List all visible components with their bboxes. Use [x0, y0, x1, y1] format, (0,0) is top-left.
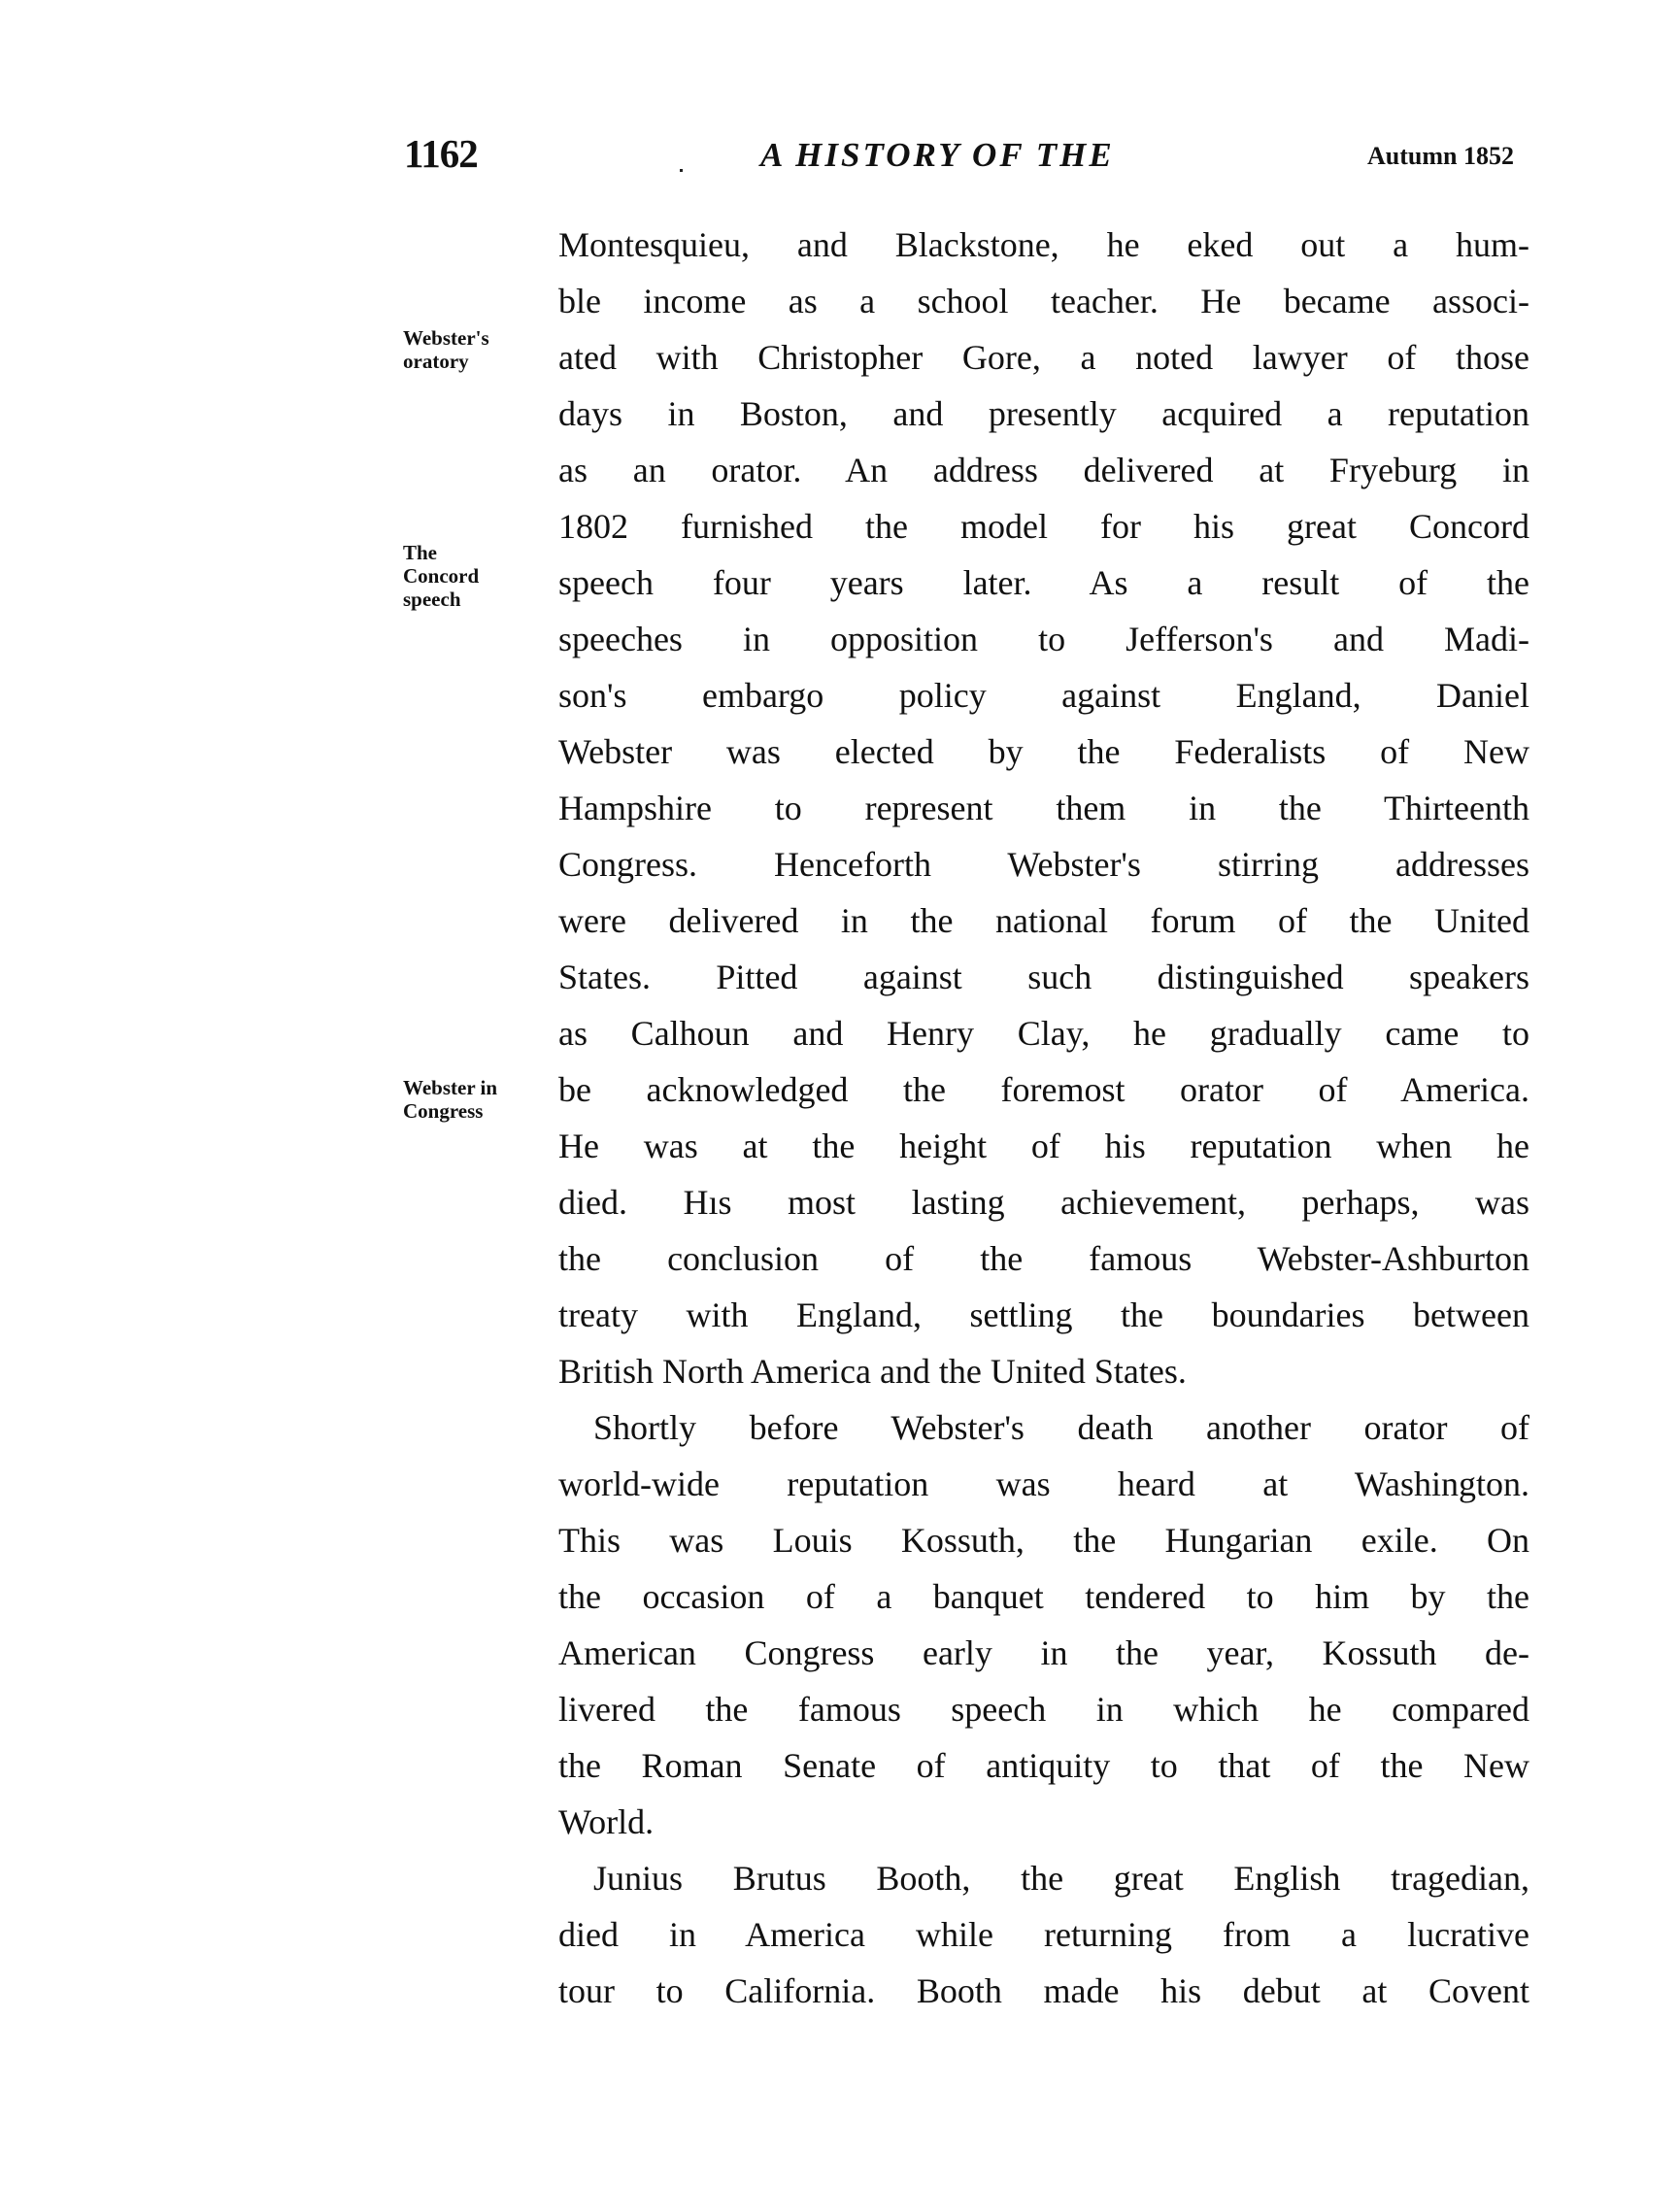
printer-dot [680, 169, 683, 172]
text-line: ble income as a school teacher. He became associ- [558, 282, 1529, 320]
text-line: speeches in opposition to Jefferson's and Madi- [558, 620, 1529, 658]
text-line: as an orator. An address delivered at Fryeburg in [558, 451, 1529, 489]
sidenote-line: The [403, 541, 438, 564]
page-number: 1162 [404, 131, 478, 176]
running-head [0, 0, 1680, 194]
text-line: days in Boston, and presently acquired a reputation [558, 394, 1529, 433]
sidenote-line: Congress [403, 1099, 484, 1123]
text-line: were delivered in the national forum of the United [558, 901, 1529, 940]
text-line: Junius Brutus Booth, the great English tragedian, [593, 1859, 1529, 1898]
text-line: speech four years later. As a result of the [558, 563, 1529, 602]
text-line: as Calhoun and Henry Clay, he gradually came to [558, 1014, 1529, 1053]
running-date: Autumn 1852 [1367, 142, 1514, 170]
text-line: American Congress early in the year, Kossuth de- [558, 1633, 1529, 1672]
text-line: treaty with England, settling the boundaries between [558, 1295, 1529, 1334]
text-line: Webster was elected by the Federalists of New [558, 732, 1529, 771]
text-line: Montesquieu, and Blackstone, he eked out a hum- [558, 225, 1529, 264]
sidenote-line: Webster in [403, 1076, 498, 1099]
text-line: be acknowledged the foremost orator of America. [558, 1070, 1529, 1109]
text-line: Congress. Henceforth Webster's stirring addresses [558, 845, 1529, 884]
text-line: died. Hıs most lasting achievement, perhaps, was [558, 1183, 1529, 1222]
text-line: This was Louis Kossuth, the Hungarian exile. On [558, 1521, 1529, 1560]
text-line: States. Pitted against such distinguished speakers [558, 958, 1529, 996]
text-line: died in America while returning from a lucrative [558, 1915, 1529, 1954]
sidenote-line: oratory [403, 350, 469, 373]
text-line: the conclusion of the famous Webster-Ashburton [558, 1239, 1529, 1278]
text-line: son's embargo policy against England, Daniel [558, 676, 1529, 715]
sidenote-line: speech [403, 588, 461, 611]
running-title: A HISTORY OF THE [760, 136, 1115, 174]
text-line: World. [558, 1802, 655, 1841]
text-line: livered the famous speech in which he compared [558, 1690, 1529, 1729]
sidenote-line: Webster's [403, 326, 489, 350]
text-line: world-wide reputation was heard at Washington. [558, 1464, 1529, 1503]
text-line: the occasion of a banquet tendered to him by the [558, 1577, 1529, 1616]
text-line: the Roman Senate of antiquity to that of the New [558, 1746, 1529, 1785]
sidenote-concord-speech [403, 541, 479, 611]
text-line: He was at the height of his reputation when he [558, 1127, 1529, 1165]
text-line: ated with Christopher Gore, a noted lawyer of those [558, 338, 1529, 377]
text-line: 1802 furnished the model for his great Concord [558, 507, 1529, 546]
text-line: Shortly before Webster's death another orator of [593, 1408, 1529, 1447]
sidenote-webster-in-congress [403, 1076, 497, 1123]
text-line: British North America and the United States. [558, 1352, 1187, 1391]
sidenote-line: Concord [403, 564, 480, 588]
sidenote-websters-oratory [403, 326, 489, 373]
text-line: tour to California. Booth made his debut at Covent [558, 1971, 1529, 2010]
text-line: Hampshire to represent them in the Thirteenth [558, 789, 1529, 827]
